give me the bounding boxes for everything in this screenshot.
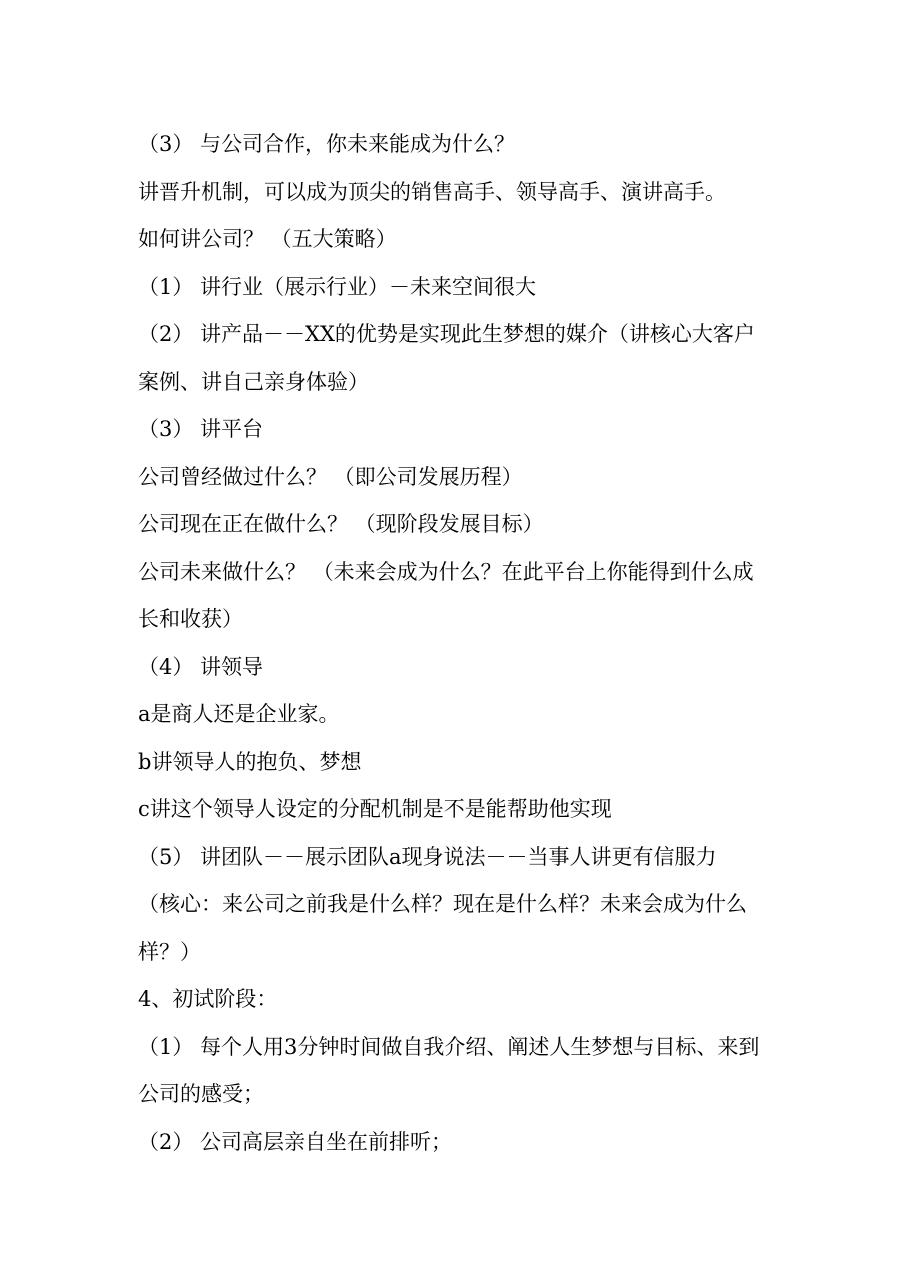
text-line: 公司未来做什么？ （未来会成为什么？在此平台上你能得到什么成 xyxy=(138,559,754,584)
text-line: a是商人还是企业家。 xyxy=(138,702,340,726)
text-line: b讲领导人的抱负、梦想 xyxy=(138,749,362,774)
text-line: 讲晋升机制，可以成为顶尖的销售高手、领导高手、演讲高手。 xyxy=(138,179,726,204)
text-line: （1） 每个人用3分钟时间做自我介绍、阐述人生梦想与目标、来到 xyxy=(138,1034,760,1059)
text-line: 公司的感受； xyxy=(138,1082,264,1106)
text-line: 案例、讲自己亲身体验） xyxy=(138,369,369,394)
text-line: 公司现在正在做什么？ （现阶段发展目标） xyxy=(138,512,544,536)
text-line: 长和收获） xyxy=(138,607,243,631)
text-line: （5） 讲团队－－展示团队a现身说法－－当事人讲更有信服力 xyxy=(138,844,717,869)
text-line: （1） 讲行业（展示行业）－未来空间很大 xyxy=(138,274,537,299)
text-line: 如何讲公司？ （五大策略） xyxy=(138,227,397,251)
text-line: 样？） xyxy=(138,939,201,964)
text-line: （2） 讲产品－－XX的优势是实现此生梦想的媒介（讲核心大客户 xyxy=(138,322,755,346)
text-line: （2） 公司高层亲自坐在前排听； xyxy=(138,1129,453,1154)
text-line: （3） 讲平台 xyxy=(138,417,264,441)
text-line: 公司曾经做过什么？ （即公司发展历程） xyxy=(138,464,523,489)
document-body xyxy=(138,126,778,1171)
text-line: （核心：来公司之前我是什么样？现在是什么样？未来会成为什么 xyxy=(138,892,747,916)
text-line: （4） 讲领导 xyxy=(138,654,264,679)
text-line: （3） 与公司合作，你未来能成为什么？ xyxy=(138,132,516,156)
text-line: 4、初试阶段： xyxy=(138,987,278,1011)
text-line: c讲这个领导人设定的分配机制是不是能帮助他实现 xyxy=(138,797,612,821)
